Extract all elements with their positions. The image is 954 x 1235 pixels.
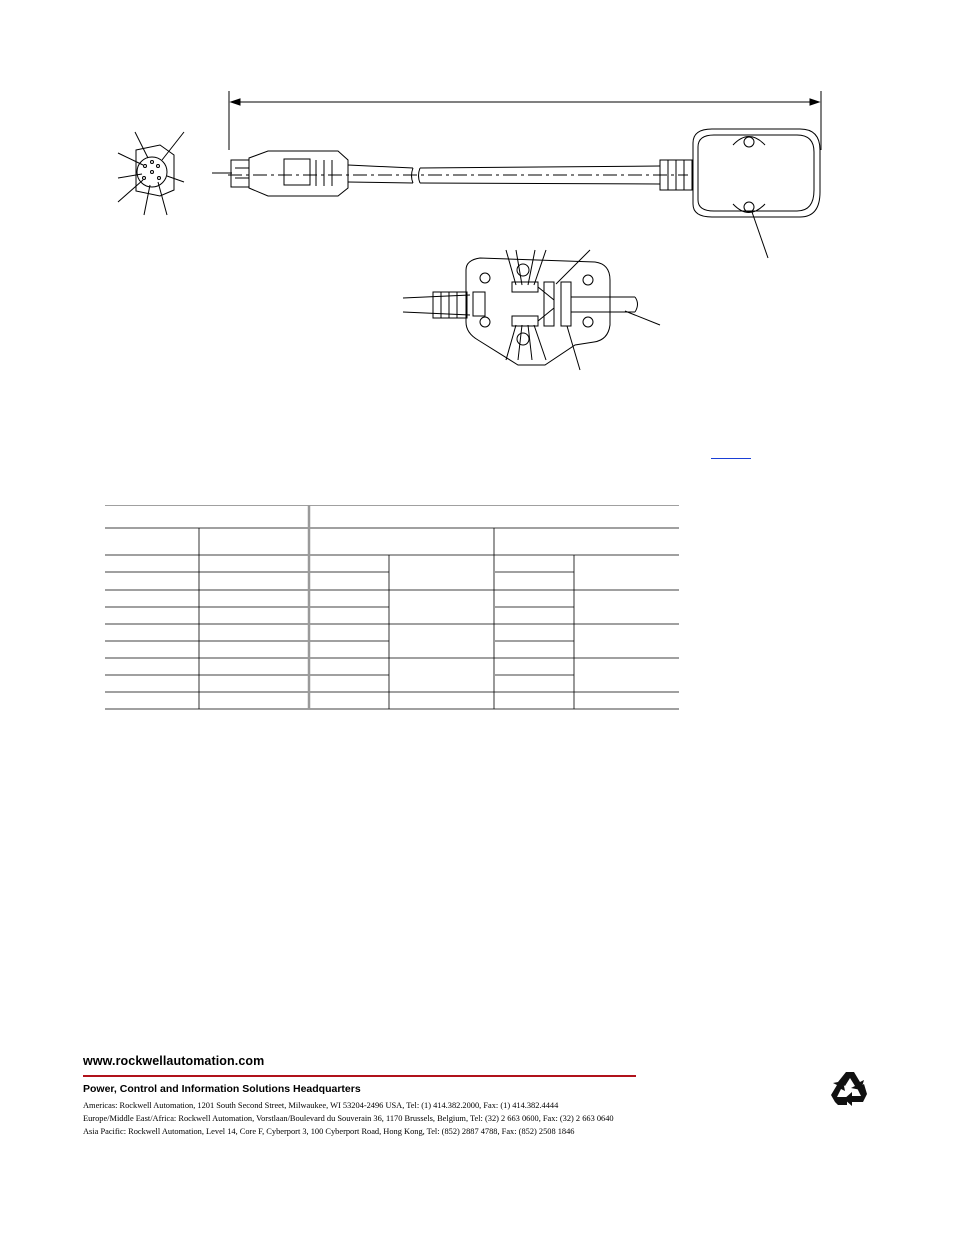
address-emea: Europe/Middle East/Africa: Rockwell Automation, Vorstlaan/Boulevard du Souverain 36, 1170 Brussels, Belgium, Tel: (32) 2 663 0600, Fax: (32) 2 663 0640 — [83, 1114, 614, 1123]
cable-assembly-drawing — [0, 0, 954, 400]
address-americas: Americas: Rockwell Automation, 1201 South Second Street, Milwaukee, WI 53204-2496 USA, Tel: (1) 414.382.2000, Fax: (1) 414.382.4444 — [83, 1101, 559, 1110]
headquarters-title: Power, Control and Information Solutions Headquarters — [83, 1083, 361, 1095]
website-url[interactable]: www.rockwellautomation.com — [83, 1054, 265, 1068]
wiring-table-grid — [105, 505, 680, 711]
hyperlink-underline[interactable] — [711, 458, 751, 459]
recycle-icon — [829, 1068, 871, 1110]
address-asia-pacific: Asia Pacific: Rockwell Automation, Level 14, Core F, Cyberport 3, 100 Cyberport Road, Hong Kong, Tel: (852) 2887 4788, Fax: (852) 2508 1846 — [83, 1127, 575, 1136]
footer-divider — [83, 1075, 636, 1077]
